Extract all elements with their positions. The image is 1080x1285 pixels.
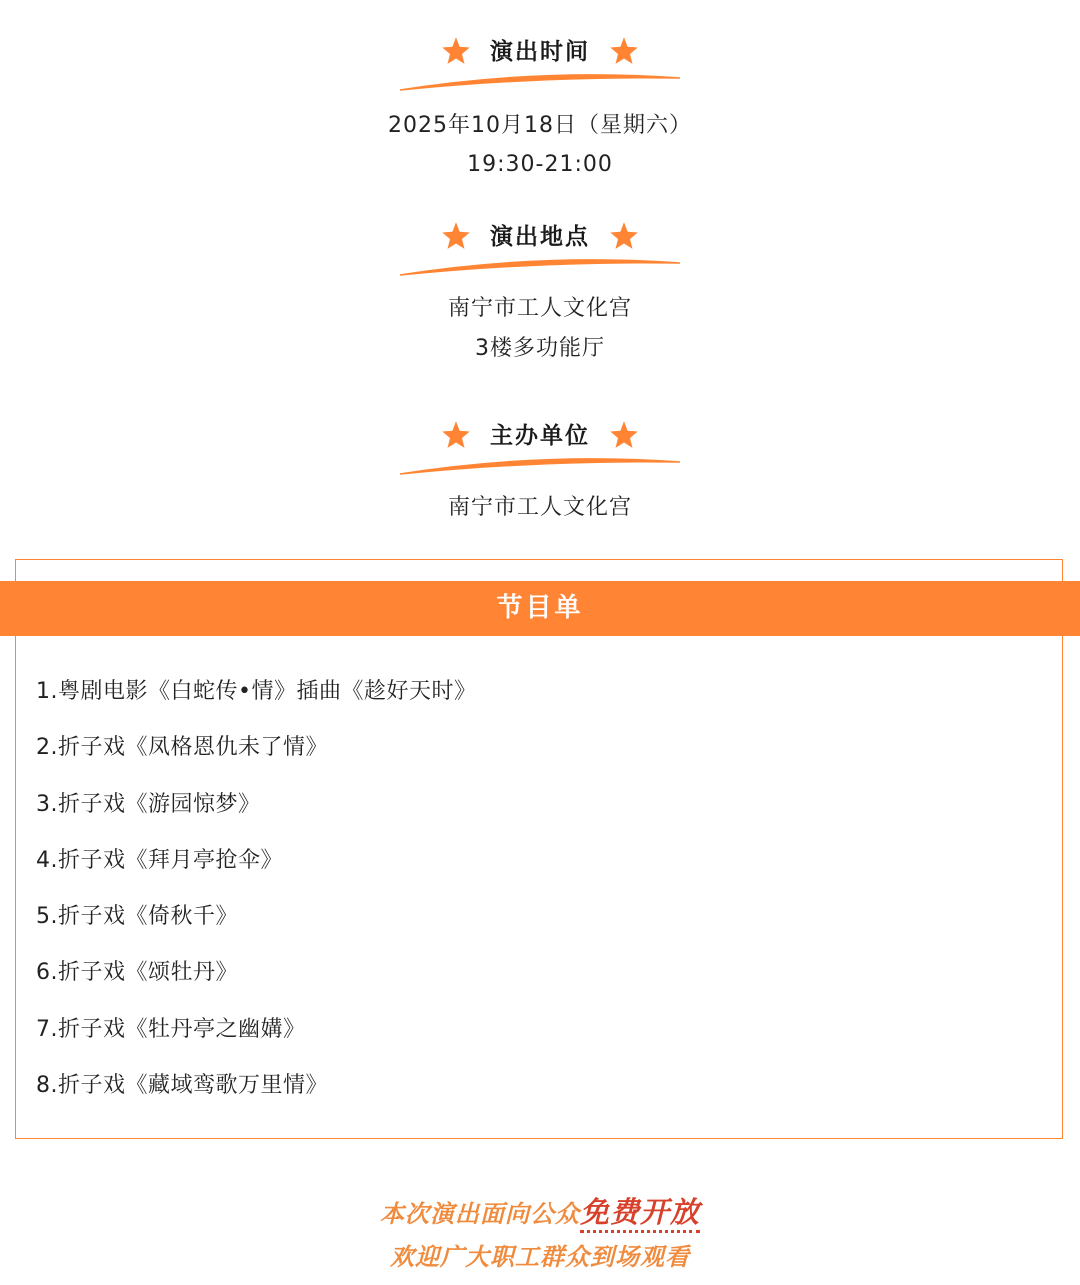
section-header — [0, 32, 1080, 72]
star-icon — [609, 221, 639, 251]
performance-hours: 19:30-21:00 — [467, 152, 613, 177]
program-item: 7.折子戏《牡丹亭之幽媾》 — [36, 1016, 306, 1042]
section-performance-time — [0, 32, 1080, 177]
program-list — [36, 674, 476, 1124]
section-organizer — [0, 416, 1080, 520]
free-open-highlight: 免费开放 — [580, 1195, 700, 1233]
section-header — [0, 217, 1080, 257]
free-admission-notice — [0, 1190, 1080, 1231]
swoosh-divider — [398, 257, 682, 277]
star-icon — [609, 420, 639, 450]
program-item: 1.粤剧电影《白蛇传•情》插曲《趁好天时》 — [36, 679, 477, 704]
venue-room: 3楼多功能厅 — [475, 336, 605, 361]
section-title: 演出时间 — [490, 39, 590, 65]
section-title: 演出地点 — [490, 224, 590, 250]
venue-name: 南宁市工人文化宫 — [447, 296, 632, 321]
swoosh-divider — [398, 456, 682, 476]
program-item: 2.折子戏《凤格恩仇未了情》 — [36, 735, 328, 761]
swoosh-divider — [398, 72, 682, 92]
program-item: 4.折子戏《拜月亭抢伞》 — [36, 847, 283, 873]
performance-date: 2025年10月18日（星期六） — [388, 113, 692, 138]
star-icon — [609, 36, 639, 66]
welcome-notice: 欢迎广大职工群众到场观看 — [390, 1243, 690, 1271]
program-title: 节目单 — [496, 593, 584, 623]
notice-prefix: 本次演出面向公众 — [379, 1200, 580, 1228]
program-item: 6.折子戏《颂牡丹》 — [36, 960, 238, 986]
program-item: 8.折子戏《藏域鸾歌万里情》 — [36, 1073, 328, 1099]
section-header — [0, 416, 1080, 456]
section-performance-venue — [0, 217, 1080, 361]
program-item: 3.折子戏《游园惊梦》 — [36, 791, 261, 817]
program-item: 5.折子戏《倚秋千》 — [36, 904, 238, 930]
organizer-name: 南宁市工人文化宫 — [447, 495, 632, 520]
section-title: 主办单位 — [490, 423, 590, 449]
